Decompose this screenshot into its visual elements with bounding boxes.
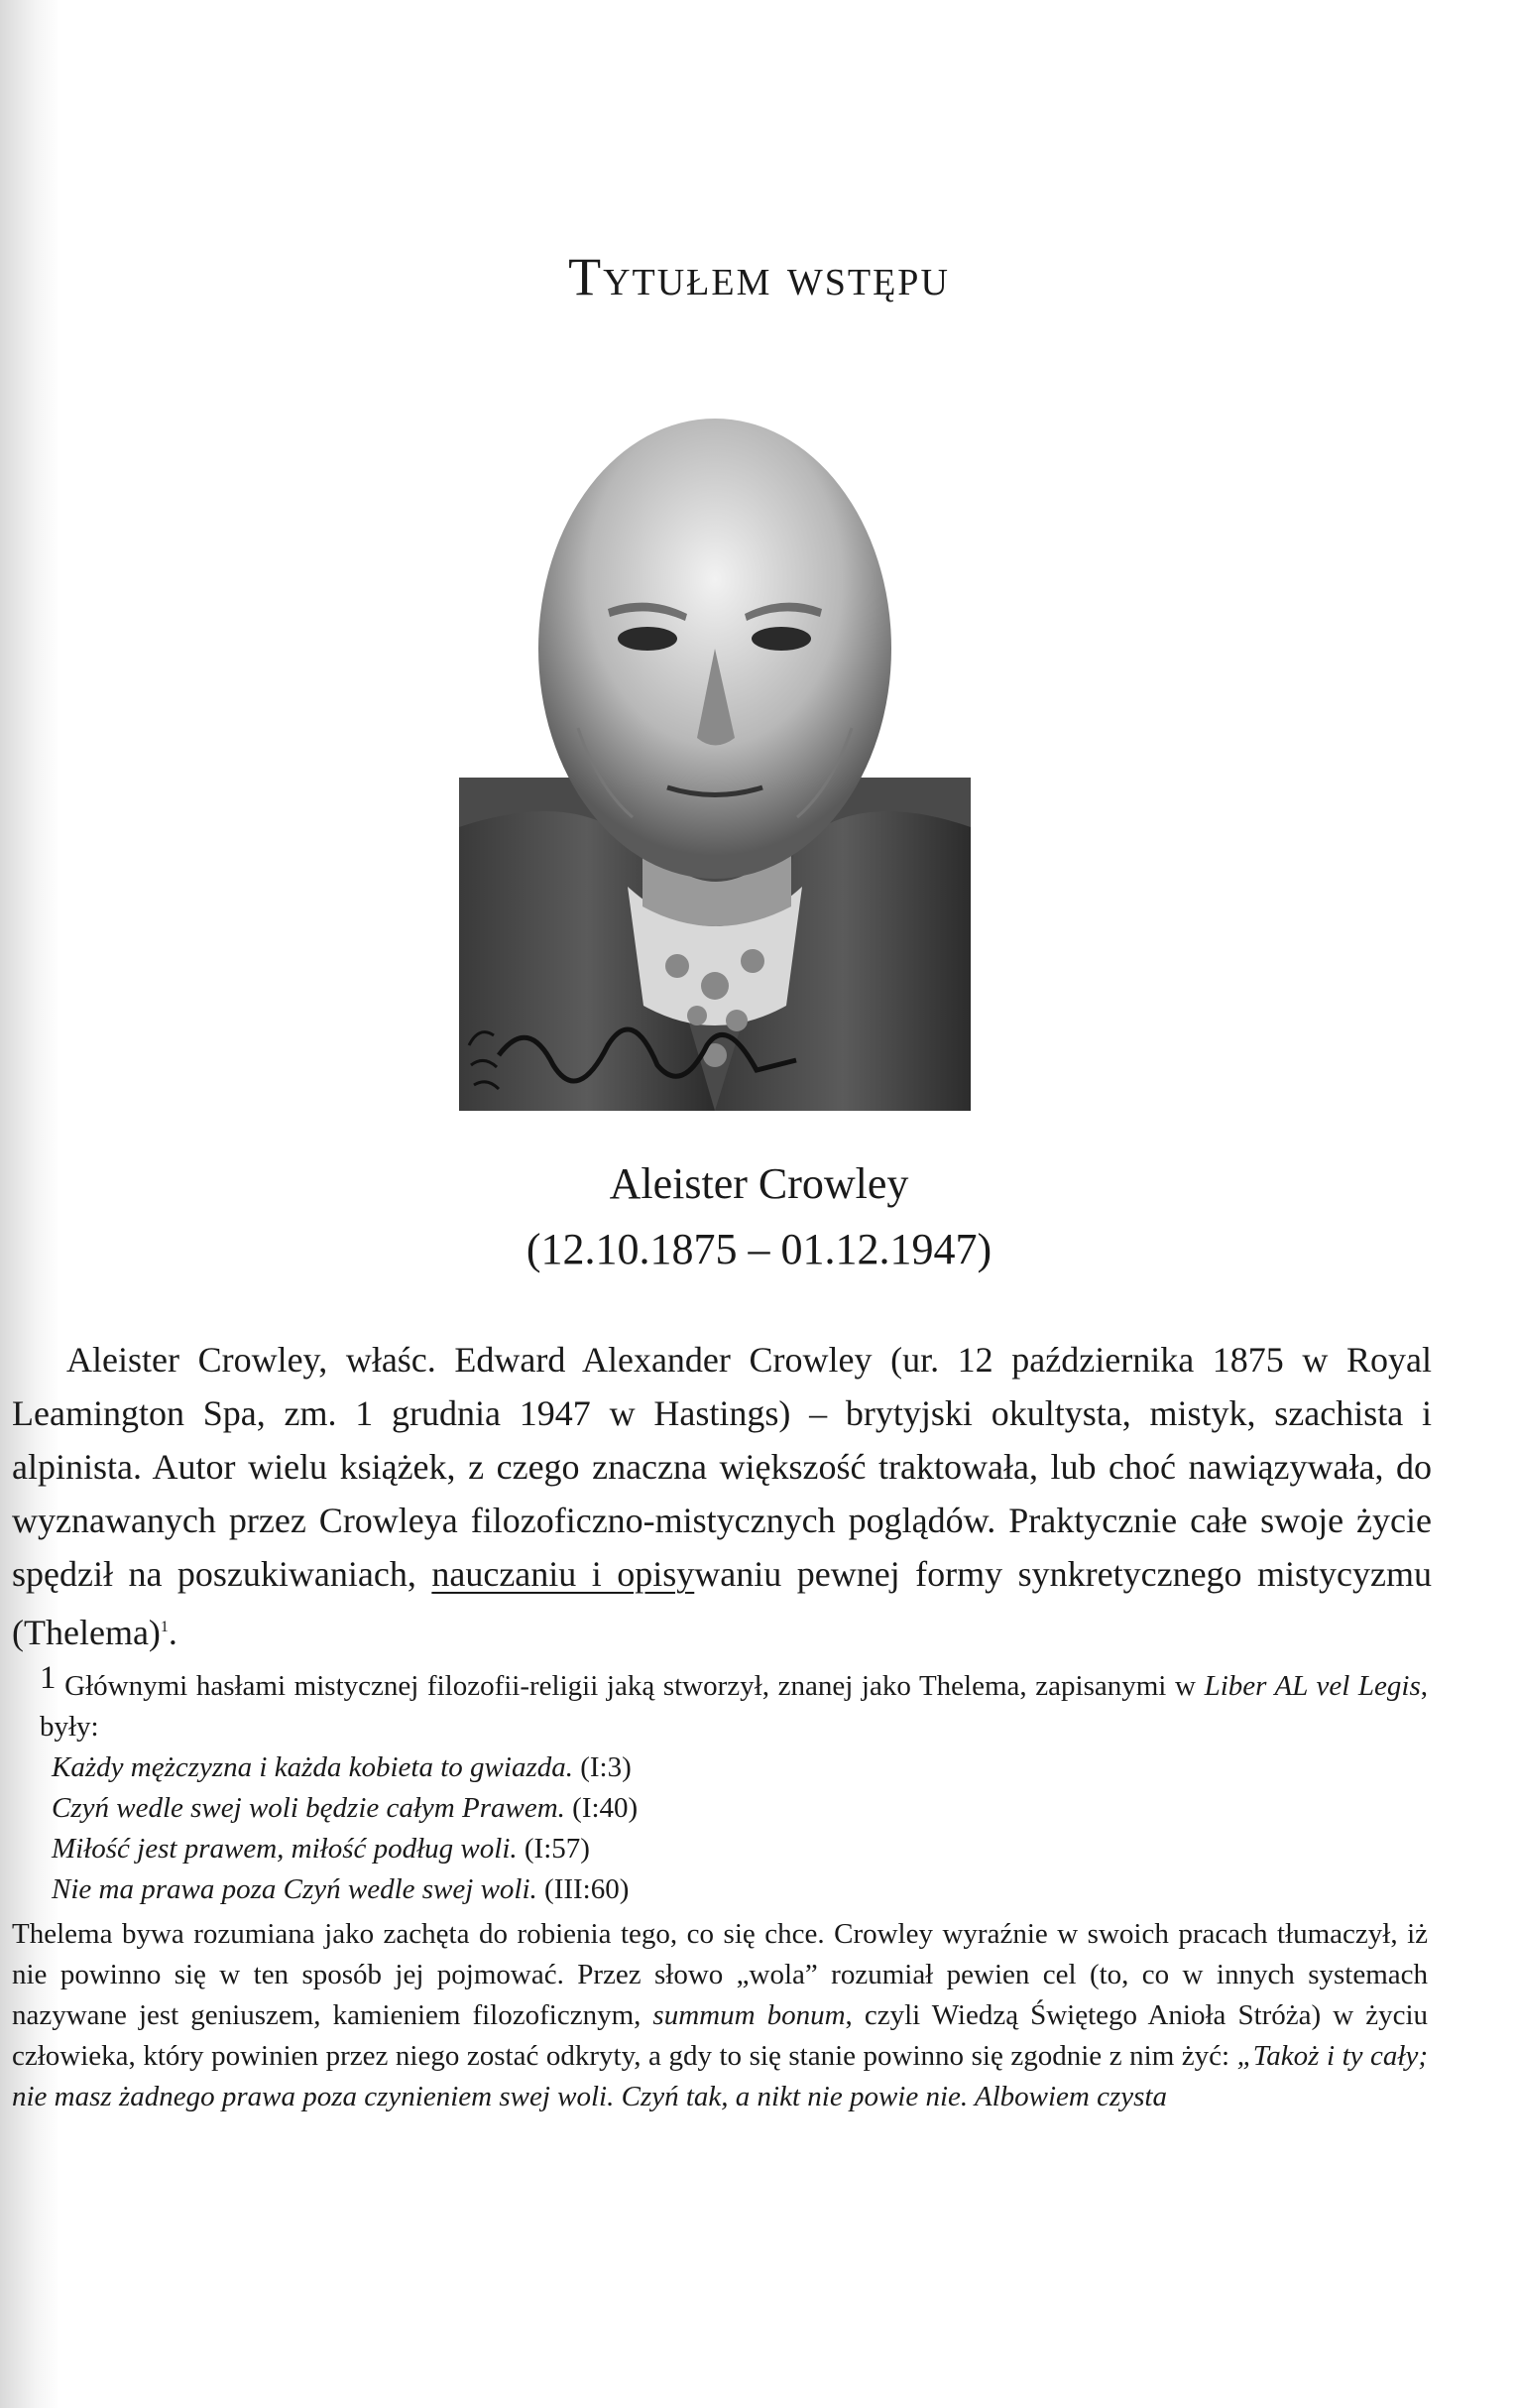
footnote-quote	[40, 1747, 1428, 1788]
footnote-quote	[40, 1869, 1428, 1910]
underlined-text: nauczaniu i opisy	[431, 1554, 695, 1594]
paragraph-end: .	[168, 1613, 177, 1652]
quote-ref: (III:60)	[544, 1873, 630, 1905]
paragraph-text-1: Aleister Crowley, właśc. Edward Alexander Crowley (ur. 12 października 1875 w Royal Leamington Spa, zm. 1 grudnia 1947 w Hastings) – brytyjski okultysta, mistyk, szachista i alpinista. Autor wielu książek, z czego znaczna większość traktowała, lub choć nawiązywała, do wyznawanych przez Crowleya filozoficzno-mistycznych poglądów. Praktycznie całe swoje życie spędził na poszukiwaniach,	[12, 1340, 1432, 1594]
quote-text: Nie ma prawa poza Czyń wedle swej woli.	[52, 1873, 537, 1905]
quote-text: Każdy mężczyzna i każda kobieta to gwiazda.	[52, 1751, 573, 1783]
footnote-cont-text-a: Thelema bywa rozumiana jako zachęta do robienia tego, co się chce. Crowley wyraźnie w swoich pracach tłumaczył, iż nie powinno się w ten sposób jej pojmować. Przez słowo „wola” rozumiał pewien cel (to, co w innych systemach nazywane jest geniuszem, kamieniem filozoficznym,	[12, 1918, 1428, 2031]
footnote-continuation	[12, 1914, 1428, 2117]
footnote-cont-quote: „Takoż i ty cały; nie masz żadnego prawa poza czynieniem swej woli. Czyń tak, a nikt nie powie nie. Albowiem czysta	[12, 2040, 1429, 2112]
quote-text: Czyń wedle swej woli będzie całym Prawem.	[52, 1792, 565, 1824]
footnote	[12, 1658, 1429, 2117]
footnote-intro-text: Głównymi hasłami mistycznej filozofii-religii jaką stworzył, znanej jako Thelema, zapisanymi w	[64, 1670, 1196, 1702]
portrait-caption-dates: (12.10.1875 – 01.12.1947)	[525, 1225, 993, 1273]
footnote-mark: 1	[40, 1660, 57, 1696]
portrait-caption-name: Aleister Crowley	[609, 1159, 909, 1208]
footnote-quote	[40, 1788, 1428, 1829]
footnote-cont-text-b: , czyli Wiedzą Świętego Anioła Stróża) w życiu człowieka, który powinien przez niego zostać odkryty, a gdy to się stanie powinno się zgodnie z nim żyć:	[12, 1999, 1429, 2072]
footnote-quote	[40, 1829, 1428, 1869]
main-paragraph	[12, 1333, 1432, 1659]
quote-text: Miłość jest prawem, miłość podług woli.	[52, 1833, 518, 1865]
footnote-intro	[40, 1658, 1428, 1747]
footnote-cont-italic: summum bonum	[652, 1999, 846, 2031]
portrait-photo	[459, 411, 971, 1111]
footnote-intro-end: , były:	[40, 1670, 1429, 1743]
paragraph-text-2: waniu pewnej formy synkretycznego mistycyzmu (Thelema)	[12, 1554, 1433, 1652]
footnote-reference: 1	[160, 1619, 169, 1635]
page-title: Tytułem wstępu	[568, 247, 950, 306]
quote-ref: (I:40)	[572, 1792, 639, 1824]
quote-ref: (I:57)	[524, 1833, 590, 1865]
footnote-book-title: Liber AL vel Legis	[1204, 1670, 1421, 1702]
quote-ref: (I:3)	[580, 1751, 632, 1783]
